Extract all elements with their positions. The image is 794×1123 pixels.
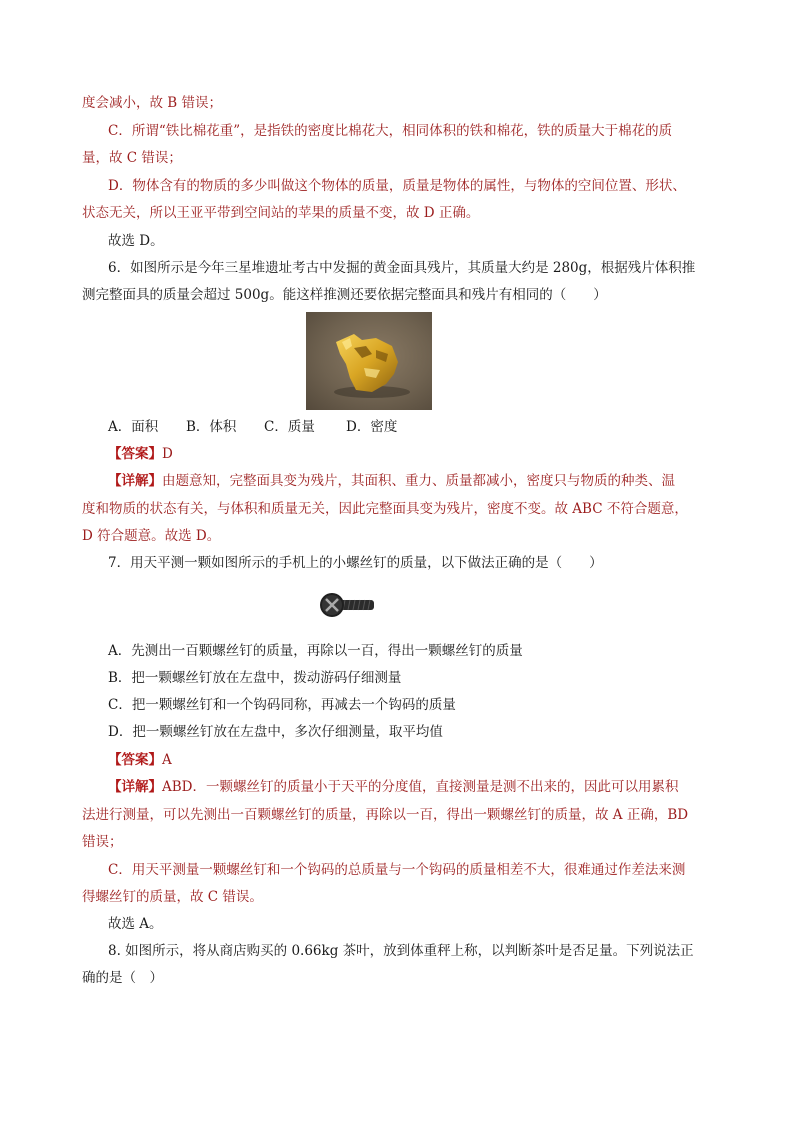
explanation-line-5: 状态无关，所以王亚平带到空间站的苹果的质量不变，故 D 正确。 — [82, 205, 480, 221]
q7-option-b: B．把一颗螺丝钉放在左盘中，拨动游码仔细测量 — [108, 670, 402, 686]
q7-detail-line-4: C．用天平测量一颗螺丝钉和一个钩码的总质量与一个钩码的质量相差不大，很难通过作差法来测 — [108, 862, 686, 878]
detail-tag: 【详解】 — [108, 473, 162, 489]
explanation-line-3: 量，故 C 错误； — [82, 150, 182, 166]
q6-option-a: A．面积 — [108, 419, 159, 435]
q6-detail-line-2: 度和物质的状态有关，与体积和质量无关，因此完整面具变为残片，密度不变。故 ABC 不符合题意， — [82, 501, 688, 517]
q7-answer-value: A — [162, 752, 172, 768]
q7-option-c: C．把一颗螺丝钉和一个钩码同称，再减去一个钩码的质量 — [108, 697, 456, 713]
q8-stem-line-2: 确的是（ ） — [82, 970, 163, 986]
q6-detail-line-1 — [108, 471, 675, 491]
explanation-line-1: 度会减小，故 B 错误； — [82, 95, 223, 111]
q7-detail-line-5: 得螺丝钉的质量，故 C 错误。 — [82, 889, 263, 905]
q6-answer-value: D — [162, 446, 173, 462]
screw-image — [318, 590, 378, 620]
q6-option-d: D．密度 — [346, 419, 398, 435]
q8-stem-line-1: 8. 如图所示，将从商店购买的 0.66kg 茶叶，放到体重秤上称，以判断茶叶是否足量。下列说法正 — [108, 943, 694, 959]
q7-detail-line-1 — [108, 777, 679, 797]
answer-tag: 【答案】 — [108, 752, 162, 768]
q6-detail-text-1: 由题意知，完整面具变为残片，其面积、重力、质量都减小，密度只与物质的种类、温 — [162, 473, 675, 489]
q7-detail-line-3: 错误； — [82, 834, 123, 850]
q7-detail-line-2: 法进行测量，可以先测出一百颗螺丝钉的质量，再除以一百，得出一颗螺丝钉的质量，故 A 正确，BD — [82, 807, 689, 823]
q6-stem-line-1: 6．如图所示是今年三星堆遗址考古中发掘的黄金面具残片，其质量大约是 280g，根据残片体积推 — [108, 260, 696, 276]
q7-conclusion: 故选 A。 — [108, 916, 163, 932]
q7-stem: 7．用天平测一颗如图所示的手机上的小螺丝钉的质量，以下做法正确的是（ ） — [108, 555, 603, 571]
answer-tag: 【答案】 — [108, 446, 162, 462]
q6-option-c: C．质量 — [264, 419, 315, 435]
q7-option-d: D．把一颗螺丝钉放在左盘中，多次仔细测量，取平均值 — [108, 724, 443, 740]
explanation-line-2: C．所谓“铁比棉花重”，是指铁的密度比棉花大，相同体积的铁和棉花，铁的质量大于棉花的质 — [108, 123, 673, 139]
q6-options — [108, 417, 397, 437]
q7-option-a: A．先测出一百颗螺丝钉的质量，再除以一百，得出一颗螺丝钉的质量 — [108, 643, 523, 659]
detail-tag: 【详解】 — [108, 779, 162, 795]
gold-mask-image — [306, 312, 432, 410]
gold-mask-photo — [306, 312, 432, 410]
q6-option-b: B．体积 — [186, 419, 237, 435]
q7-answer — [108, 750, 172, 770]
q6-answer — [108, 444, 173, 464]
explanation-line-4: D．物体含有的物质的多少叫做这个物体的质量，质量是物体的属性，与物体的空间位置、形状、 — [108, 178, 686, 194]
q7-detail-text-1: ABD．一颗螺丝钉的质量小于天平的分度值，直接测量是测不出来的，因此可以用累积 — [162, 779, 679, 795]
conclusion-q5: 故选 D。 — [108, 233, 164, 249]
q6-stem-line-2: 测完整面具的质量会超过 500g。能这样推测还要依据完整面具和残片有相同的（ ） — [82, 287, 607, 303]
q6-detail-line-3: D 符合题意。故选 D。 — [82, 528, 221, 544]
